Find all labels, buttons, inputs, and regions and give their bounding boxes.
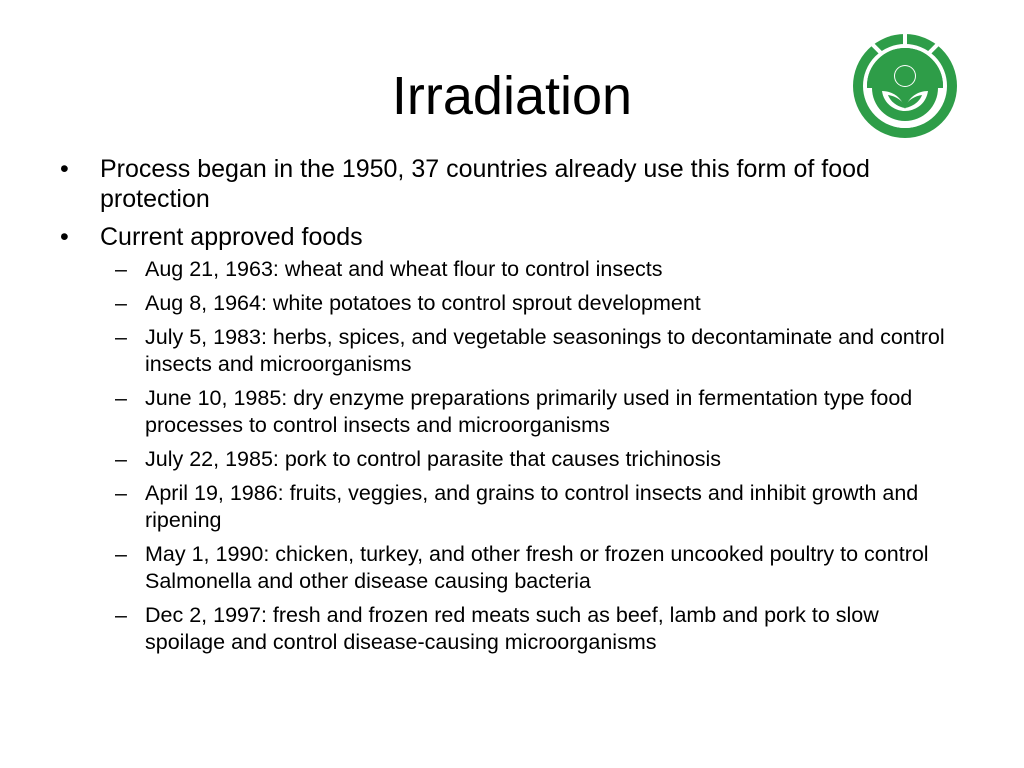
sub-bullet-text: July 22, 1985: pork to control parasite that causes trichinosis [145,447,722,471]
sub-bullet-text: Aug 8, 1964: white potatoes to control sprout development [145,291,701,315]
sub-bullet-mark: – [115,603,127,627]
sub-bullet-item [60,480,960,534]
sub-bullet-item [60,446,960,473]
bullet-mark: • [60,155,69,183]
sub-bullet-mark: – [115,447,127,471]
slide-title: Irradiation [391,66,633,126]
bullet-item [60,154,960,214]
sub-bullet-list [100,256,960,656]
radura-logo-icon [852,33,958,139]
bullet-mark: • [60,223,69,251]
sub-bullet-text: May 1, 1990: chicken, turkey, and other fresh or frozen uncooked poultry to control Salmonella and other disease causing bacteria [145,542,929,593]
bullet-text: Current approved foods [100,223,363,251]
sub-bullet-item [60,324,960,378]
bullet-text: Process began in the 1950, 37 countries already use this form of food protection [100,155,870,213]
sub-bullet-mark: – [115,542,127,566]
sub-bullet-item [60,385,960,439]
sub-bullet-mark: – [115,257,127,281]
radura-logo-graphic [852,33,958,139]
sub-bullet-item [60,290,960,317]
sub-bullet-item [60,602,960,656]
sub-bullet-mark: – [115,325,127,349]
sub-bullet-text: Dec 2, 1997: fresh and frozen red meats such as beef, lamb and pork to slow spoilage and control disease-causing microorganisms [145,603,879,654]
sub-bullet-item [60,541,960,595]
sub-bullet-mark: – [115,386,127,410]
sub-bullet-text: April 19, 1986: fruits, veggies, and grains to control insects and inhibit growth and ripening [145,481,919,532]
sub-bullet-item [60,256,960,283]
bullet-item [60,222,960,656]
sub-bullet-mark: – [115,481,127,505]
sub-bullet-text: Aug 21, 1963: wheat and wheat flour to control insects [145,257,663,281]
sub-bullet-text: July 5, 1983: herbs, spices, and vegetable seasonings to decontaminate and control insects and microorganisms [145,325,945,376]
sub-bullet-mark: – [115,291,127,315]
bullet-list [60,154,960,664]
sub-bullet-text: June 10, 1985: dry enzyme preparations primarily used in fermentation type food processes to control insects and microorganisms [145,386,913,437]
